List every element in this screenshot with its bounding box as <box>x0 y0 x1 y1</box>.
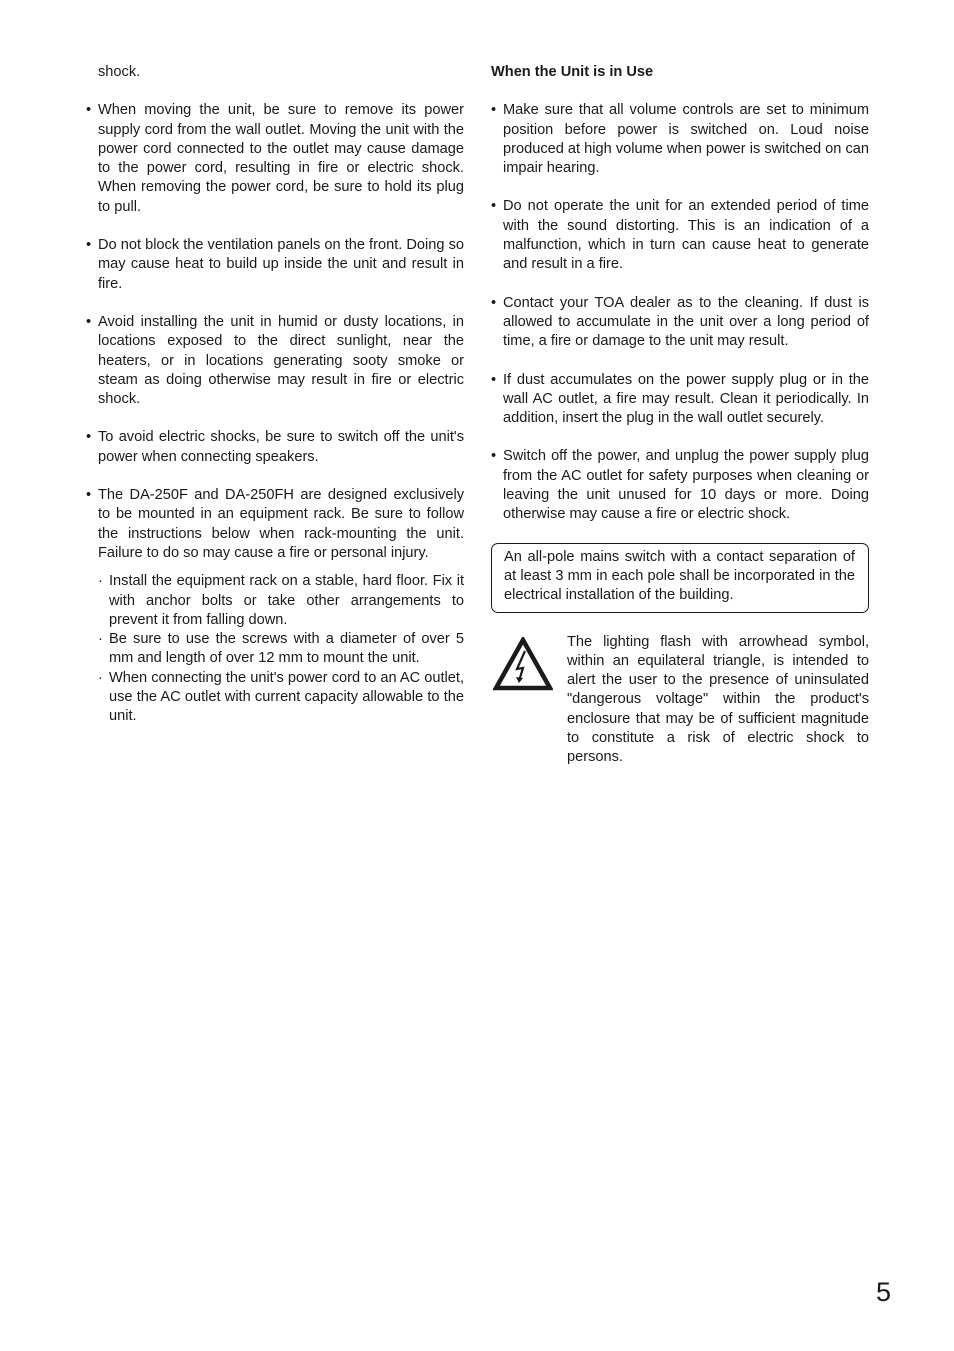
bullet-marker: • <box>86 429 92 446</box>
list-item-text: To avoid electric shocks, be sure to switch off the unit's power when connecting speakers. <box>98 429 464 465</box>
list-item-text: Contact your TOA dealer as to the cleaning. If dust is allowed to accumulate in the unit over a long period of time, a fire or damage to the unit may result. <box>503 294 869 350</box>
list-item <box>491 197 869 274</box>
list-item <box>491 101 869 178</box>
left-column <box>86 63 464 727</box>
list-item-text: Avoid installing the unit in humid or dusty locations, in locations exposed to the direct sunlight, near the heaters, or in locations generating sooty smoke or steam as doing otherwise may result in fire or electric shock. <box>98 313 464 408</box>
mains-switch-notice: An all-pole mains switch with a contact separation of at least 3 mm in each pole shall be incorporated in the electrical installation of the building. <box>491 543 869 613</box>
list-item <box>86 486 464 563</box>
list-item-text: When moving the unit, be sure to remove its power supply cord from the wall outlet. Moving the unit with the power cord connected to the outlet may cause damage to the power cord, resulting in fire or electric shock. When removing the power cord, be sure to hold its plug to pull. <box>98 102 464 215</box>
bullet-marker: • <box>491 294 497 311</box>
list-item <box>86 313 464 409</box>
sub-list-item <box>86 669 464 727</box>
list-item <box>491 371 869 429</box>
sub-list-item-text: Install the equipment rack on a stable, hard floor. Fix it with anchor bolts or take other arrangements to prevent it from falling down. <box>109 573 464 628</box>
bullet-marker: • <box>491 198 497 215</box>
sub-list-item <box>86 630 464 669</box>
bullet-marker: • <box>86 102 92 119</box>
list-item-text: Make sure that all volume controls are set to minimum position before power is switched on. Loud noise produced at high volume when power is switched on can impair hearing. <box>503 102 869 177</box>
dangerous-voltage-warning <box>491 633 869 768</box>
bullet-marker: • <box>491 448 497 465</box>
rack-mount-instructions <box>86 572 464 726</box>
list-item-text: The DA-250F and DA-250FH are designed exclusively to be mounted in an equipment rack. Be sure to follow the instructions below when rack-mounting the unit. Failure to do so may cause a fire or personal injury. <box>98 487 464 561</box>
warning-text: The lighting flash with arrowhead symbol, within an equilateral triangle, is intended to alert the user to the presence of uninsulated "dangerous voltage" within the product's enclosure that may be of sufficient magnitude to constitute a risk of electric shock to persons. <box>567 633 869 766</box>
list-item <box>86 236 464 294</box>
list-item <box>86 101 464 217</box>
list-item-text: Switch off the power, and unplug the power supply plug from the AC outlet for safety purposes when cleaning or leaving the unit unused for 10 days or more. Doing otherwise may cause a fire or electric shock. <box>503 448 869 523</box>
bullet-marker: • <box>86 313 92 330</box>
list-item-text: Do not block the ventilation panels on the front. Doing so may cause heat to build up inside the unit and result in fire. <box>98 237 464 292</box>
page-number: 5 <box>876 1277 892 1307</box>
lightning-flash-triangle-icon <box>493 637 553 691</box>
list-item <box>491 294 869 352</box>
sub-list-item <box>86 572 464 630</box>
bullet-marker: • <box>491 371 497 388</box>
sub-marker: · <box>98 631 103 648</box>
bullet-marker: • <box>86 487 92 504</box>
list-item-text: Do not operate the unit for an extended period of time with the sound distorting. This is an indication of a malfunction, which in turn can cause heat to generate and result in a fire. <box>503 198 869 273</box>
sub-list-item-text: When connecting the unit's power cord to an AC outlet, use the AC outlet with current capacity allowable to the unit. <box>109 669 464 725</box>
sub-list-item-text: Be sure to use the screws with a diameter of over 5 mm and length of over 12 mm to mount the unit. <box>109 631 464 667</box>
bullet-marker: • <box>491 102 497 119</box>
section-heading: When the Unit is in Use <box>491 64 654 80</box>
continued-text: shock. <box>98 64 141 80</box>
right-column <box>491 63 869 768</box>
bullet-marker: • <box>86 237 92 254</box>
list-item-text: If dust accumulates on the power supply plug or in the wall AC outlet, a fire may result. Clean it periodically. In addition, insert the plug in the wall outlet securely. <box>503 371 869 427</box>
list-item <box>491 447 869 524</box>
sub-marker: · <box>98 573 103 590</box>
sub-marker: · <box>98 669 103 686</box>
list-item <box>86 428 464 467</box>
